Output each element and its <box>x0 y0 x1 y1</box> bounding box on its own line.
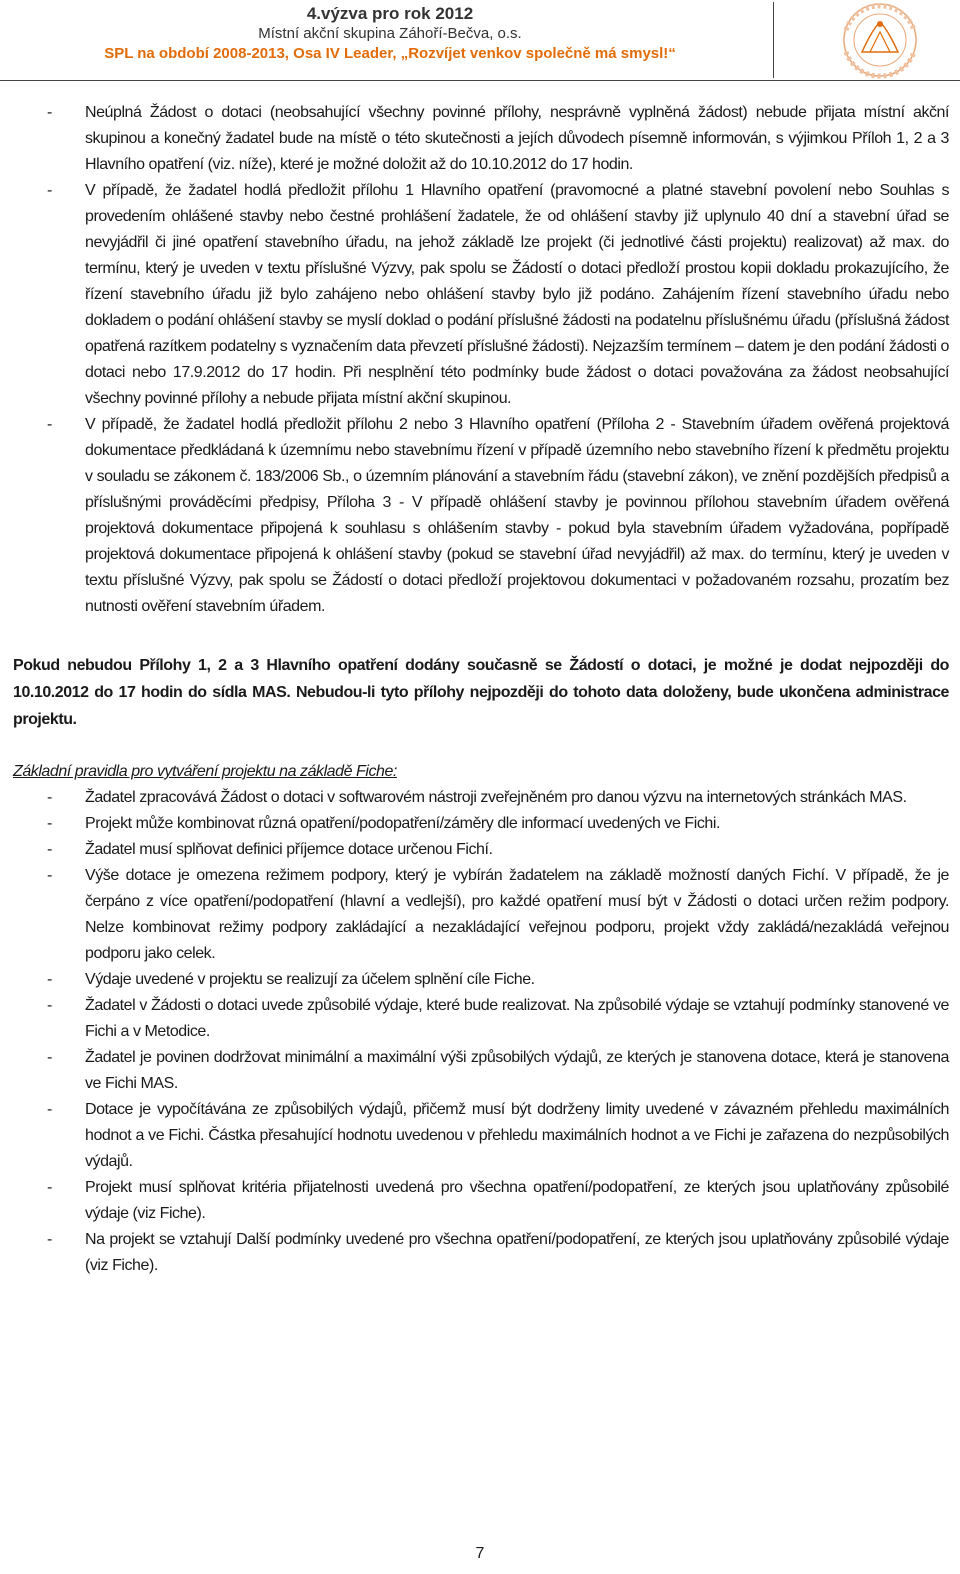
header-program: SPL na období 2008-2013, Osa IV Leader, „Rozvíjet venkov společně má smysl!“ <box>104 45 676 62</box>
list-item: - Žadatel musí splňovat definici příjemce dotace určenou Fichí. <box>13 837 949 863</box>
page-header <box>0 0 960 82</box>
conditions-list <box>13 100 949 620</box>
header-separator <box>773 2 774 78</box>
list-item: - V případě, že žadatel hodlá předložit přílohu 1 Hlavního opatření (pravomocné a platné stavební povolení nebo Souhlas s provedením ohlášené stavby nebo čestné prohlášení žadatele, že od ohlášení stavby již uplynulo 40 dní a stavební úřad se nevyjádřil či jiné opatření stavebního úřadu, na jehož základě lze projekt (či jednotlivé části projektu) realizovat) až max. do termínu, který je uveden v textu příslušné Výzvy, pak spolu se Žádostí o dotaci předloží prostou kopii dokladu prokazujícího, že řízení stavebního úřadu již bylo zahájeno nebo ohlášení stavby bylo již podáno. Zahájením řízení stavebního úřadu nebo dokladem o podání ohlášení stavby se myslí doklad o podání příslušné žádosti na podatelnu příslušnému úřadu (příslušná žádost opatřená razítkem podatelny s vyznačením data převzetí příslušné žádosti). Nejzazším termínem – datem je den podání žádosti o dotaci nebo 17.9.2012 do 17 hodin. Při nesplnění této podmínky bude žádost o dotaci považována za žádost neobsahující všechny povinné přílohy a nebude přijata místní akční skupinou. <box>13 178 949 412</box>
list-item: - Žadatel v Žádosti o dotaci uvede způsobilé výdaje, které bude realizovat. Na způsobilé výdaje se vztahují podmínky stanovené ve Fichi a v Metodice. <box>13 993 949 1045</box>
list-item: - Žadatel zpracovává Žádost o dotaci v softwarovém nástroji zveřejněném pro danou výzvu na internetových stránkách MAS. <box>13 785 949 811</box>
list-item: - Dotace je vypočítávána ze způsobilých výdajů, přičemž musí být dodrženy limity uvedené v závazném přehledu maximálních hodnot a ve Fichi. Částka přesahující hodnotu uvedenou v přehledu maximálních hodnot a ve Fichi je zařazena do nezpůsobilých výdajů. <box>13 1097 949 1175</box>
rules-heading: Základní pravidla pro vytváření projektu na základě Fiche: <box>13 763 397 780</box>
list-item: - Výdaje uvedené v projektu se realizují za účelem splnění cíle Fiche. <box>13 967 949 993</box>
header-call-title: 4.výzva pro rok 2012 <box>306 4 474 23</box>
document-body <box>13 100 949 1279</box>
list-item: - Neúplná Žádost o dotaci (neobsahující všechny povinné přílohy, nesprávně vyplněná žádost) nebude přijata místní akční skupinou a konečný žadatel bude na místě o této skutečnosti a jejích důvodech písemně informován, s výjimkou Příloh 1, 2 a 3 Hlavního opatření (viz. níže), které je možné doložit až do 10.10.2012 do 17 hodin. <box>13 100 949 178</box>
list-item: - Výše dotace je omezena režimem podpory, který je vybírán žadatelem na základě možností daných Fichí. V případě, že je čerpáno z více opatření/podopatření (hlavní a vedlejší), pro každé opatření musí být v Žádosti o dotaci určen režim podpory. Nelze kombinovat režimy podpory zakládající a nezakládající veřejnou podporu, projekt vždy zakládá/nezakládá veřejnou podporu jako celek. <box>13 863 949 967</box>
list-item: - Projekt musí splňovat kritéria přijatelnosti uvedená pro všechna opatření/podopatření, ze kterých jsou uplatňovány způsobilé výdaje (viz Fiche). <box>13 1175 949 1227</box>
list-item: - Žadatel je povinen dodržovat minimální a maximální výši způsobilých výdajů, ze kterých je stanovena dotace, která je stanovena ve Fichi MAS. <box>13 1045 949 1097</box>
list-item: - Na projekt se vztahují Další podmínky uvedené pro všechna opatření/podopatření, ze kterých jsou uplatňovány způsobilé výdaje (viz Fiche). <box>13 1227 949 1279</box>
header-text <box>0 4 780 64</box>
mas-zahori-becva-logo-seal-icon <box>800 0 960 80</box>
list-item: - Projekt může kombinovat různá opatření/podopatření/záměry dle informací uvedených ve Fichi. <box>13 811 949 837</box>
attachments-deadline-paragraph: Pokud nebudou Přílohy 1, 2 a 3 Hlavního opatření dodány současně se Žádostí o dotaci, je možné je dodat nejpozději do 10.10.2012 do 17 hodin do sídla MAS. Nebudou-li tyto přílohy nejpozději do tohoto data doloženy, bude ukončena administrace projektu. <box>13 657 949 728</box>
page-number: 7 <box>475 1545 485 1562</box>
rules-list <box>13 785 949 1279</box>
header-divider <box>0 80 960 81</box>
list-item: - V případě, že žadatel hodlá předložit přílohu 2 nebo 3 Hlavního opatření (Příloha 2 - Stavebním úřadem ověřená projektová dokumentace předkládaná k územnímu nebo stavebnímu řízení v případě územního nebo stavebního řízení k předmětu projektu v souladu se zákonem č. 183/2006 Sb., o územním plánování a stavebním řádu (stavební zákon), ve znění pozdějších předpisů a příslušnými prováděcími předpisy, Příloha 3 - V případě ohlášení stavby je povinnou přílohou stavebním úřadem ověřená projektová dokumentace připojená k souhlasu s ohlášením stavby - pokud byla stavebním úřadem vyžadována, popřípadě projektová dokumentace připojená k ohlášení stavby (pokud se stavební úřad nevyjádřil) až max. do termínu, který je uveden v textu příslušné Výzvy, pak spolu se Žádostí o dotaci předloží projektovou dokumentaci v požadovaném rozsahu, prozatím bez nutnosti ověření stavebním úřadem. <box>13 412 949 620</box>
header-organization: Místní akční skupina Záhoří-Bečva, o.s. <box>258 25 522 42</box>
